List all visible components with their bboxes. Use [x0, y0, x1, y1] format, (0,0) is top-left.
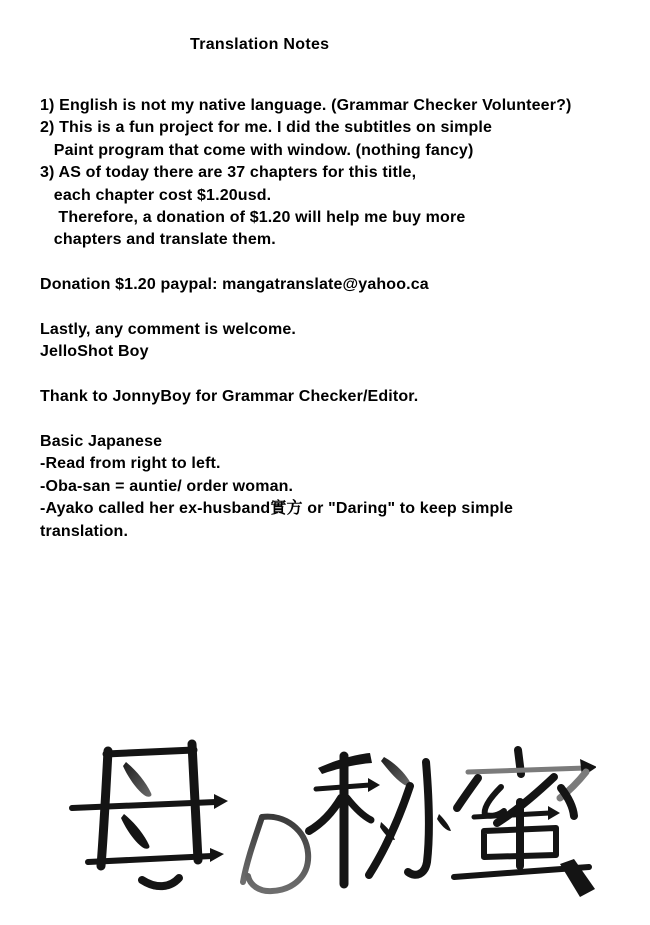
note-line: Paint program that come with window. (nothing fancy)	[40, 141, 474, 159]
note-line: chapters and translate them.	[40, 231, 276, 249]
note-line	[40, 364, 642, 386]
note-line: 2) This is a fun project for me. I did the subtitles on simple	[40, 119, 493, 137]
note-line: Lastly, any comment is welcome.	[40, 321, 297, 339]
note-line: 1) English is not my native language. (Grammar Checker Volunteer?)	[40, 97, 572, 114]
translation-notes-body	[40, 95, 642, 543]
note-line	[40, 409, 642, 431]
note-line: translation.	[40, 522, 129, 540]
note-line-donation: Donation $1.20 paypal: mangatranslate@yahoo.ca	[40, 276, 429, 294]
note-line-section-heading: Basic Japanese	[40, 433, 163, 451]
note-line: each chapter cost $1.20usd.	[40, 186, 272, 204]
note-line: 3) AS of today there are 37 chapters for this title,	[40, 164, 417, 182]
kanji-hi	[309, 753, 451, 884]
kanji-haha	[72, 744, 228, 886]
note-line-signature: JelloShot Boy	[40, 343, 149, 361]
series-title-art	[66, 728, 596, 900]
kana-no	[243, 817, 308, 891]
note-line: -Oba-san = auntie/ order woman.	[40, 477, 294, 495]
page-title: Translation Notes	[190, 36, 330, 53]
note-line	[40, 252, 642, 274]
kanji-mitsu	[454, 750, 596, 897]
note-line: -Read from right to left.	[40, 455, 221, 473]
note-line	[40, 297, 642, 319]
note-line: -Ayako called her ex-husband實方 or "Daring" to keep simple	[40, 500, 514, 518]
note-line: Thank to JonnyBoy for Grammar Checker/Editor.	[40, 388, 419, 406]
note-line: Therefore, a donation of $1.20 will help me buy more	[40, 209, 466, 227]
